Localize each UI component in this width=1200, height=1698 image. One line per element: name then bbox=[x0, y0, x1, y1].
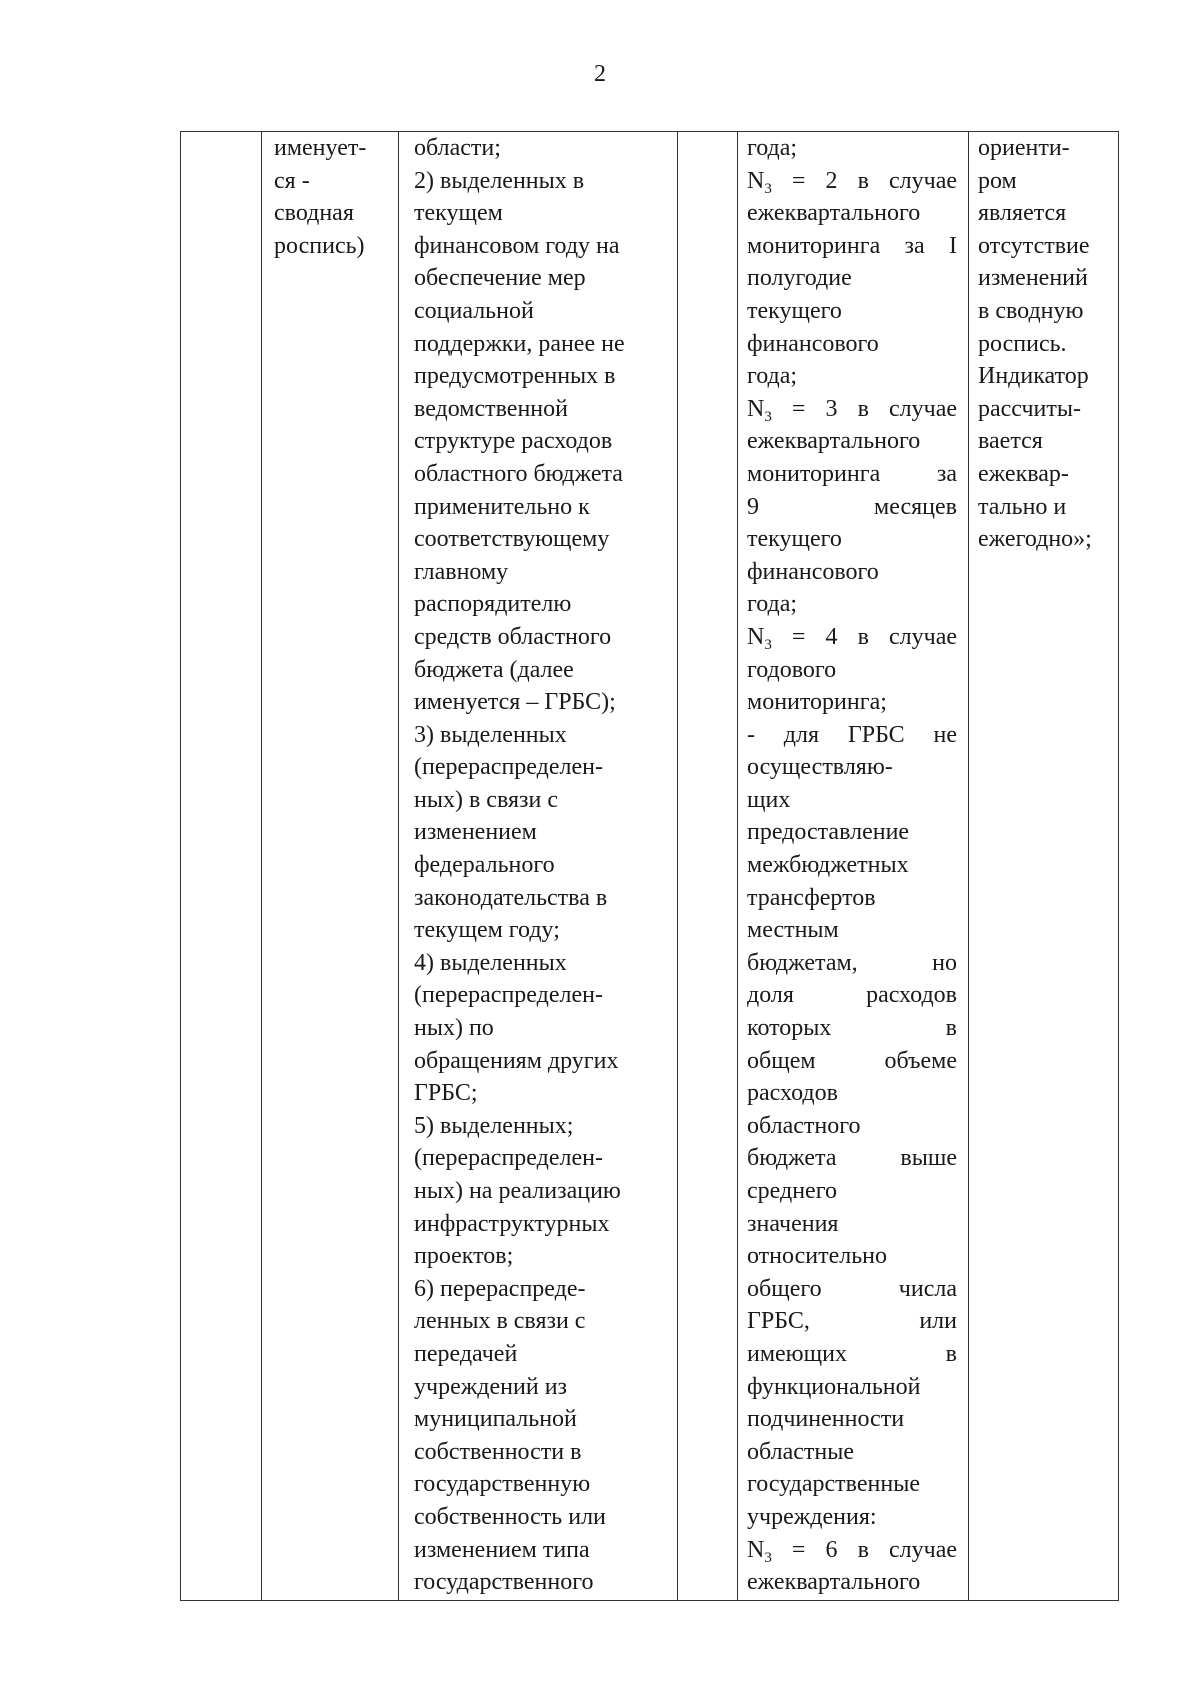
text-fragment: мониторинга за bbox=[747, 460, 957, 487]
text-line: тально и bbox=[978, 493, 1067, 520]
text-line bbox=[747, 1436, 957, 1469]
text-fragment: доля расходов bbox=[747, 982, 957, 1009]
text-line bbox=[747, 295, 957, 328]
text-line: ных) в связи с bbox=[414, 786, 558, 813]
text-line bbox=[747, 197, 957, 230]
text-fragment: мониторинга за I bbox=[747, 232, 957, 259]
text-line: в сводную bbox=[978, 297, 1084, 324]
text-line: Индикатор bbox=[978, 363, 1089, 390]
text-line: именует- bbox=[274, 135, 367, 161]
text-line bbox=[747, 1110, 957, 1143]
text-line: ных) на реализацию bbox=[414, 1178, 621, 1204]
text-line bbox=[747, 979, 957, 1012]
text-fragment: расходов bbox=[747, 1080, 838, 1107]
text-line bbox=[747, 621, 957, 654]
text-line: социальной bbox=[414, 297, 534, 324]
text-line: изменением bbox=[414, 819, 537, 846]
text-fragment: подчиненности bbox=[747, 1406, 905, 1433]
text-line: поддержки, ранее не bbox=[414, 330, 625, 357]
text-fragment: бюджетам, но bbox=[747, 949, 957, 976]
text-line: средств областного bbox=[414, 623, 612, 650]
text-line bbox=[747, 1338, 957, 1371]
text-fragment: предоставление bbox=[747, 819, 910, 846]
text-line: главному bbox=[414, 558, 509, 585]
text-line: структуре расходов bbox=[414, 428, 613, 455]
text-fragment: финансового bbox=[747, 558, 879, 585]
text-line bbox=[747, 849, 957, 882]
table-cell-col3 bbox=[414, 132, 674, 1599]
text-line: рассчиты- bbox=[978, 395, 1081, 422]
text-line bbox=[747, 1240, 957, 1273]
text-line bbox=[747, 425, 957, 458]
text-line: сводная bbox=[274, 200, 354, 227]
text-fragment: местным bbox=[747, 917, 839, 944]
variable-symbol: N bbox=[747, 623, 765, 650]
text-fragment: - для ГРБС не bbox=[747, 721, 957, 748]
text-fragment: текущего bbox=[747, 526, 842, 553]
text-fragment: = 6 в случае bbox=[771, 1536, 957, 1563]
text-line: 4) выделенных bbox=[414, 949, 567, 976]
text-fragment: функциональной bbox=[747, 1373, 921, 1400]
table-cell-col5 bbox=[747, 132, 957, 1599]
text-fragment: годового bbox=[747, 656, 837, 683]
text-line: 3) выделенных bbox=[414, 721, 567, 748]
text-line bbox=[747, 1077, 957, 1110]
text-line: законодательства в bbox=[414, 884, 608, 911]
text-line bbox=[747, 165, 957, 198]
text-line bbox=[747, 132, 957, 165]
text-line bbox=[747, 947, 957, 980]
text-fragment: областного bbox=[747, 1112, 861, 1139]
text-line bbox=[747, 262, 957, 295]
text-fragment: = 4 в случае bbox=[771, 623, 957, 650]
text-fragment: межбюджетных bbox=[747, 852, 909, 879]
text-line: обращениям других bbox=[414, 1047, 619, 1074]
text-fragment: учреждения: bbox=[747, 1503, 877, 1530]
text-line: ГРБС; bbox=[414, 1080, 478, 1107]
text-line: обеспечение мер bbox=[414, 265, 586, 292]
variable-symbol: N bbox=[747, 167, 765, 194]
text-line bbox=[747, 719, 957, 752]
text-line bbox=[747, 230, 957, 263]
column-divider bbox=[398, 132, 399, 1600]
page-number: 2 bbox=[594, 61, 606, 87]
text-line bbox=[747, 784, 957, 817]
table-cell-col6 bbox=[978, 132, 1116, 556]
text-line: именуется – ГРБС); bbox=[414, 689, 616, 716]
column-divider bbox=[737, 132, 738, 1600]
text-line bbox=[747, 686, 957, 719]
text-line: передачей bbox=[414, 1340, 518, 1367]
variable-subscript: 3 bbox=[764, 180, 772, 197]
text-line: области; bbox=[414, 135, 501, 161]
text-line bbox=[747, 523, 957, 556]
text-line: ведомственной bbox=[414, 395, 568, 422]
text-line: проектов; bbox=[414, 1243, 514, 1270]
text-fragment: мониторинга; bbox=[747, 689, 887, 716]
text-line bbox=[747, 1208, 957, 1241]
text-line bbox=[747, 1468, 957, 1501]
text-line: бюджета (далее bbox=[414, 656, 574, 683]
text-fragment: осуществляю- bbox=[747, 754, 893, 781]
text-line bbox=[747, 816, 957, 849]
text-fragment: ежеквартального bbox=[747, 428, 921, 455]
text-line: текущем bbox=[414, 200, 503, 227]
text-line bbox=[747, 1501, 957, 1534]
text-line: муниципальной bbox=[414, 1406, 577, 1433]
text-line: является bbox=[978, 200, 1067, 227]
variable-symbol: N bbox=[747, 395, 765, 422]
text-fragment: ГРБС, или bbox=[747, 1308, 957, 1335]
text-line: (перераспределен- bbox=[414, 1145, 603, 1172]
text-line bbox=[747, 458, 957, 491]
column-divider bbox=[261, 132, 262, 1600]
text-line: ром bbox=[978, 167, 1017, 194]
text-line bbox=[747, 1403, 957, 1436]
text-line: 6) перераспреде- bbox=[414, 1275, 586, 1302]
text-line bbox=[747, 1305, 957, 1338]
text-line: роспись. bbox=[978, 330, 1067, 357]
text-fragment: года; bbox=[747, 135, 798, 161]
text-line bbox=[747, 1534, 957, 1567]
text-line bbox=[747, 1273, 957, 1306]
text-line bbox=[747, 1175, 957, 1208]
text-line: собственности в bbox=[414, 1438, 582, 1465]
text-fragment: года; bbox=[747, 363, 798, 390]
text-fragment: бюджета выше bbox=[747, 1145, 957, 1172]
text-line: применительно к bbox=[414, 493, 590, 520]
text-line bbox=[747, 882, 957, 915]
document-table bbox=[180, 131, 1119, 1601]
text-line bbox=[747, 1012, 957, 1045]
text-fragment: областные bbox=[747, 1438, 855, 1465]
text-line: распорядителю bbox=[414, 591, 572, 618]
text-line: роспись) bbox=[274, 232, 365, 259]
text-line bbox=[747, 1566, 957, 1599]
column-divider bbox=[677, 132, 678, 1600]
text-line: ориенти- bbox=[978, 135, 1070, 161]
text-line: изменений bbox=[978, 265, 1088, 292]
text-line bbox=[747, 556, 957, 589]
text-fragment: = 3 в случае bbox=[771, 395, 957, 422]
variable-symbol: N bbox=[747, 1536, 765, 1563]
text-line bbox=[747, 1142, 957, 1175]
column-divider bbox=[968, 132, 969, 1600]
text-line bbox=[747, 1045, 957, 1078]
text-fragment: трансфертов bbox=[747, 884, 876, 911]
text-line: собственность или bbox=[414, 1503, 606, 1530]
text-line bbox=[747, 588, 957, 621]
variable-subscript: 3 bbox=[764, 408, 772, 425]
text-line bbox=[747, 360, 957, 393]
text-fragment: относительно bbox=[747, 1243, 888, 1270]
text-line: ежеквар- bbox=[978, 460, 1069, 487]
text-fragment: 9 месяцев bbox=[747, 493, 957, 520]
text-line: ежегодно»; bbox=[978, 526, 1092, 553]
text-line bbox=[747, 914, 957, 947]
text-fragment: ежеквартального bbox=[747, 200, 921, 227]
text-line: государственного bbox=[414, 1569, 594, 1596]
text-line: соответствующему bbox=[414, 526, 610, 553]
text-fragment: года; bbox=[747, 591, 798, 618]
text-line: учреждений из bbox=[414, 1373, 568, 1400]
text-fragment: значения bbox=[747, 1210, 839, 1237]
variable-subscript: 3 bbox=[764, 1549, 772, 1566]
text-fragment: полугодие bbox=[747, 265, 852, 292]
variable-subscript: 3 bbox=[764, 636, 772, 653]
text-fragment: общем объеме bbox=[747, 1047, 957, 1074]
text-line: вается bbox=[978, 428, 1043, 455]
table-cell-col2 bbox=[274, 132, 394, 262]
text-fragment: = 2 в случае bbox=[771, 167, 957, 194]
text-line: (перераспределен- bbox=[414, 754, 603, 781]
text-line: ных) по bbox=[414, 1015, 494, 1042]
text-line: ленных в связи с bbox=[414, 1308, 586, 1335]
text-line bbox=[747, 393, 957, 426]
text-fragment: общего числа bbox=[747, 1275, 957, 1302]
text-line: инфраструктурных bbox=[414, 1210, 610, 1237]
text-line bbox=[747, 491, 957, 524]
text-line: изменением типа bbox=[414, 1536, 590, 1563]
text-line: 5) выделенных; bbox=[414, 1112, 574, 1139]
text-line: текущем году; bbox=[414, 917, 560, 944]
text-fragment: ежеквартального bbox=[747, 1569, 921, 1596]
text-line: (перераспределен- bbox=[414, 982, 603, 1009]
text-line: отсутствие bbox=[978, 232, 1090, 259]
text-line: областного бюджета bbox=[414, 460, 623, 487]
text-fragment: имеющих в bbox=[747, 1340, 957, 1367]
text-line bbox=[747, 654, 957, 687]
text-fragment: среднего bbox=[747, 1178, 837, 1204]
text-line: ся - bbox=[274, 167, 310, 194]
text-line bbox=[747, 328, 957, 361]
text-line: государственную bbox=[414, 1471, 591, 1498]
text-fragment: финансового bbox=[747, 330, 879, 357]
text-line: 2) выделенных в bbox=[414, 167, 585, 194]
text-fragment: которых в bbox=[747, 1015, 957, 1042]
text-line: федерального bbox=[414, 852, 555, 879]
text-fragment: текущего bbox=[747, 297, 842, 324]
text-line: финансовом году на bbox=[414, 232, 620, 259]
text-line bbox=[747, 751, 957, 784]
text-fragment: щих bbox=[747, 786, 791, 813]
text-fragment: государственные bbox=[747, 1471, 920, 1498]
text-line bbox=[747, 1371, 957, 1404]
text-line: предусмотренных в bbox=[414, 363, 616, 390]
